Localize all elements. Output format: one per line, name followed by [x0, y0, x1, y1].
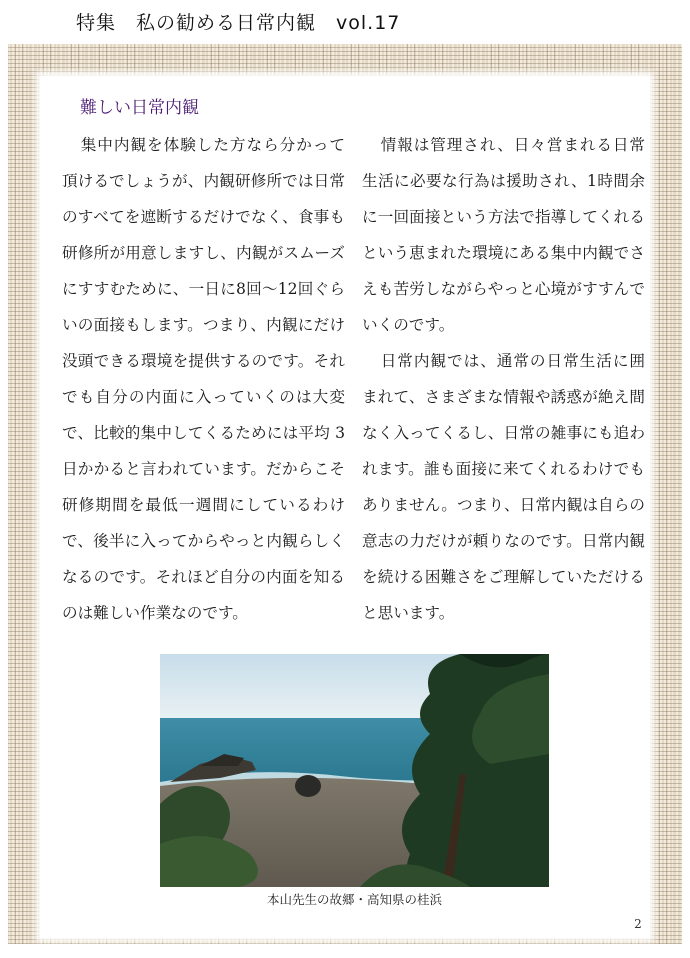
paragraph: 情報は管理され、日々営まれる日常生活に必要な行為は援助され、1時間余に一回面接という方法で指導してくれるという恵まれた環境にある集中内観でさえも苦労しながらやっと心境がすすんでいくのです。	[362, 136, 645, 334]
page-number: 2	[634, 917, 642, 931]
right-text-column	[362, 127, 645, 631]
beach-photo	[160, 654, 549, 887]
paragraph: 日常内観では、通常の日常生活に囲まれて、さまざまな情報や誘惑が絶え間なく入ってくるし、日常の雑事にも追われます。誰も面接に来てくれるわけでもありません。つまり、日常内観は自らの意志の力だけが頼りなのです。日常内観を続ける困難さをご理解していただけると思います。	[362, 352, 645, 622]
paragraph: 集中内観を体験した方なら分かって頂けるでしょうが、内観研修所では日常のすべてを遮断するだけでなく、食事も研修所が用意しますし、内観がスムーズにすすむために、一日に8回〜12回ぐらいの面接もします。つまり、内観にだけ没頭できる環境を提供するのです。それでも自分の内面に入っていくのは大変で、比較的集中してくるためには平均 3日かかると言われています。だからこそ研修期間を最低一週間にしているわけで、後半に入ってからやっと内観らしくなるのです。それほど自分の内面を知るのは難しい作業なのです。	[62, 136, 345, 622]
section-heading: 難しい日常内観	[80, 98, 199, 118]
photo-caption: 本山先生の故郷・高知県の桂浜	[266, 892, 442, 907]
page-title: 特集 私の勧める日常内観 vol.17	[76, 12, 401, 34]
left-text-column	[62, 127, 345, 631]
